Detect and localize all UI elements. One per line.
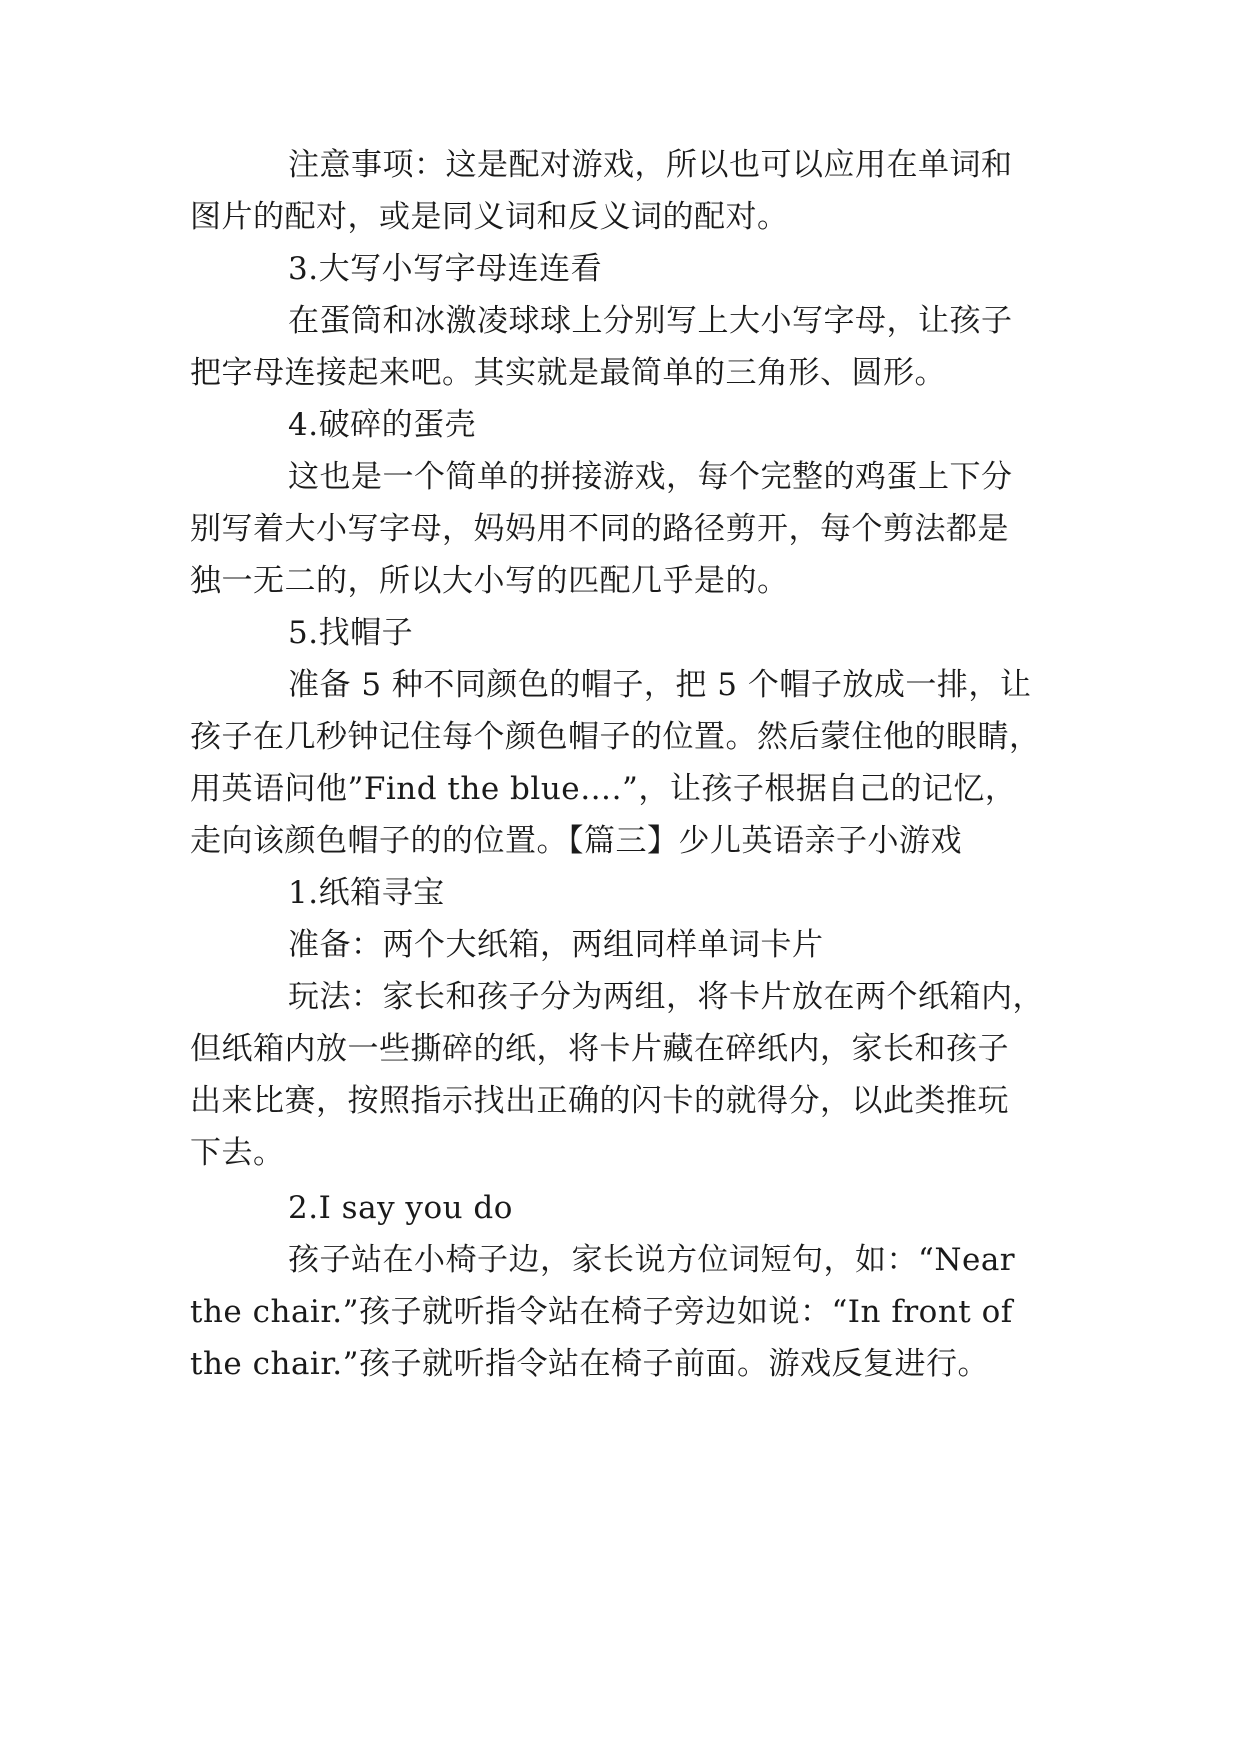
text-line: 走向该颜色帽子的的位置。【篇三】少儿英语亲子小游戏: [190, 823, 962, 859]
text-line: 孩子站在小椅子边，家长说方位词短句，如：“Near: [288, 1242, 1016, 1278]
text-line: 准备：两个大纸箱，两组同样单词卡片: [288, 927, 824, 963]
text-line: 但纸箱内放一些撕碎的纸，将卡片藏在碎纸内，家长和孩子: [190, 1031, 1009, 1067]
text-line: 注意事项：这是配对游戏，所以也可以应用在单词和: [288, 147, 1013, 183]
text-line: 图片的配对，或是同义词和反义词的配对。: [190, 199, 789, 235]
text-line: 下去。: [190, 1135, 285, 1171]
heading-item-5: 5.找帽子: [288, 615, 414, 651]
heading-item-2: 2.I say you do: [288, 1190, 513, 1226]
text-line: 把字母连接起来吧。其实就是最简单的三角形、圆形。: [190, 355, 946, 391]
text-line: 玩法：家长和孩子分为两组，将卡片放在两个纸箱内，: [288, 979, 1044, 1015]
text-line: 独一无二的，所以大小写的匹配几乎是的。: [190, 563, 789, 599]
text-line: 在蛋筒和冰激凌球球上分别写上大小写字母，让孩子: [288, 303, 1013, 339]
text-line: the chair.”孩子就听指令站在椅子旁边如说：“In front of: [190, 1294, 1013, 1330]
text-line: 这也是一个简单的拼接游戏，每个完整的鸡蛋上下分: [288, 459, 1013, 495]
text-line: 用英语问他”Find the blue….”，让孩子根据自己的记忆，: [190, 771, 1017, 807]
heading-item-1: 1.纸箱寻宝: [288, 875, 445, 911]
heading-item-3: 3.大写小写字母连连看: [288, 251, 603, 287]
text-line: 出来比赛，按照指示找出正确的闪卡的就得分，以此类推玩: [190, 1083, 1009, 1119]
text-line: 准备 5 种不同颜色的帽子，把 5 个帽子放成一排，让: [288, 667, 1032, 703]
heading-item-4: 4.破碎的蛋壳: [288, 407, 477, 443]
text-line: 别写着大小写字母，妈妈用不同的路径剪开，每个剪法都是: [190, 511, 1009, 547]
text-line: 孩子在几秒钟记住每个颜色帽子的位置。然后蒙住他的眼睛，: [190, 719, 1041, 755]
text-line: the chair.”孩子就听指令站在椅子前面。游戏反复进行。: [190, 1346, 989, 1382]
